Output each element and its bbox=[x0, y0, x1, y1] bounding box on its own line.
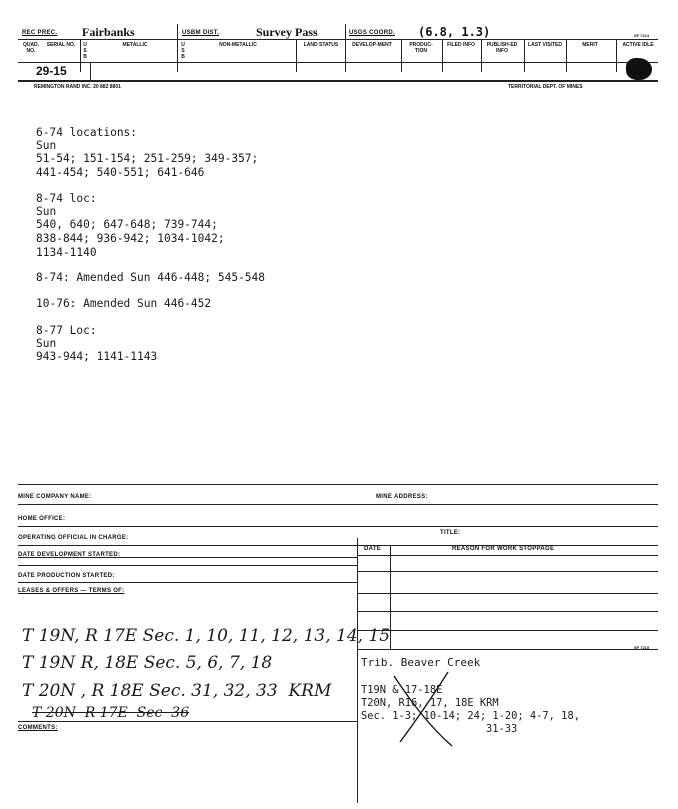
usgs-coord-value: (6.8, 1.3) bbox=[418, 25, 491, 39]
col-merit: MERIT bbox=[582, 42, 598, 48]
quad-serial-value: 29-15 bbox=[36, 64, 67, 78]
col-non-metallic: NON-METALLIC bbox=[219, 42, 257, 48]
col-last-visited: LAST VISITED bbox=[528, 42, 562, 48]
note-claim: Sun bbox=[36, 205, 57, 218]
leases-offers-label: LEASES & OFFERS — TERMS OF: bbox=[18, 588, 125, 594]
bottom-form-number: SF 7215 bbox=[634, 645, 650, 650]
handwritten-line: T 19N, R 17E Sec. 1, 10, 11, 12, 13, 14, 15 bbox=[22, 626, 391, 646]
comments-label: COMMENTS: bbox=[18, 725, 58, 731]
right-box-line: 31-33 bbox=[486, 723, 518, 735]
handwritten-line: T 20N , R 18E Sec. 31, 32, 33 KRM bbox=[22, 681, 332, 701]
right-box-line: T19N & 17-18E bbox=[361, 684, 443, 696]
usbm-dist-label: USBM DIST. bbox=[182, 30, 220, 36]
note-line: 51-54; 151-154; 251-259; 349-357; bbox=[36, 152, 259, 165]
note-heading: 8-74: Amended Sun 446-448; 545-548 bbox=[36, 271, 266, 284]
note-line: 540, 640; 647-648; 739-744; bbox=[36, 218, 218, 231]
rec-prec-value: Fairbanks bbox=[82, 25, 135, 39]
note-claim: Sun bbox=[36, 139, 57, 152]
col-metallic: METALLIC bbox=[122, 42, 148, 48]
col-usb-nonmetallic: U S B bbox=[181, 42, 185, 60]
date-prod-started-label: DATE PRODUCTION STARTED: bbox=[18, 573, 115, 579]
mine-address-label: MINE ADDRESS: bbox=[376, 494, 428, 500]
home-office-label: HOME OFFICE: bbox=[18, 516, 66, 522]
operating-official-label: OPERATING OFFICIAL IN CHARGE: bbox=[18, 535, 129, 541]
col-development: DEVELOP-MENT bbox=[352, 42, 392, 48]
note-heading: 6-74 locations: bbox=[36, 126, 138, 139]
note-line: 943-944; 1141-1143 bbox=[36, 350, 158, 363]
title-label: TITLE: bbox=[440, 530, 461, 536]
right-box-line: Sec. 1-3; 10-14; 24; 1-20; 4-7, 18, bbox=[361, 710, 580, 722]
note-heading: 8-77 Loc: bbox=[36, 324, 97, 337]
col-filed-info: FILED INFO bbox=[447, 42, 475, 48]
col-active-idle: ACTIVE IDLE bbox=[622, 42, 654, 48]
handdrawn-x-mark bbox=[390, 670, 460, 750]
rec-prec-label: REC PREC. bbox=[22, 30, 58, 36]
printer-text: REMINGTON RAND INC. 20 882 8801 bbox=[34, 84, 121, 90]
date-dev-started-label: DATE DEVELOPMENT STARTED: bbox=[18, 552, 121, 558]
date-col-label: DATE bbox=[364, 546, 382, 552]
header-form-number: SF 7214 bbox=[634, 33, 650, 38]
col-production: PRODUC-TION bbox=[409, 42, 433, 54]
note-claim: Sun bbox=[36, 337, 57, 350]
col-serial-no: SERIAL NO. bbox=[46, 42, 76, 48]
col-usb-metallic: U S B bbox=[83, 42, 87, 60]
right-box-line: T20N, R16, 17, 18E KRM bbox=[361, 697, 499, 709]
handwritten-line-struck: T 20N R 17E Sec 36 bbox=[32, 705, 190, 721]
note-line: 838-844; 936-942; 1034-1042; bbox=[36, 232, 225, 245]
right-box-line: Trib. Beaver Creek bbox=[361, 656, 481, 669]
col-land-status: LAND STATUS bbox=[303, 42, 339, 48]
col-published-info: PUBLISH-ED INFO bbox=[486, 42, 518, 54]
mine-company-label: MINE COMPANY NAME: bbox=[18, 494, 92, 500]
usbm-dist-value: Survey Pass bbox=[256, 25, 318, 39]
dept-text: TERRITORIAL DEPT. OF MINES bbox=[508, 84, 583, 90]
note-heading: 10-76: Amended Sun 446-452 bbox=[36, 297, 212, 310]
note-line: 1134-1140 bbox=[36, 246, 97, 259]
reason-col-label: REASON FOR WORK STOPPAGE bbox=[452, 546, 555, 552]
note-line: 441-454; 540-551; 641-646 bbox=[36, 166, 205, 179]
usgs-coord-label: USGS COORD. bbox=[349, 30, 395, 36]
handwritten-line: T 19N R, 18E Sec. 5, 6, 7, 18 bbox=[22, 653, 273, 673]
col-quad-no: QUAD. NO. bbox=[22, 42, 40, 54]
note-heading: 8-74 loc: bbox=[36, 192, 97, 205]
